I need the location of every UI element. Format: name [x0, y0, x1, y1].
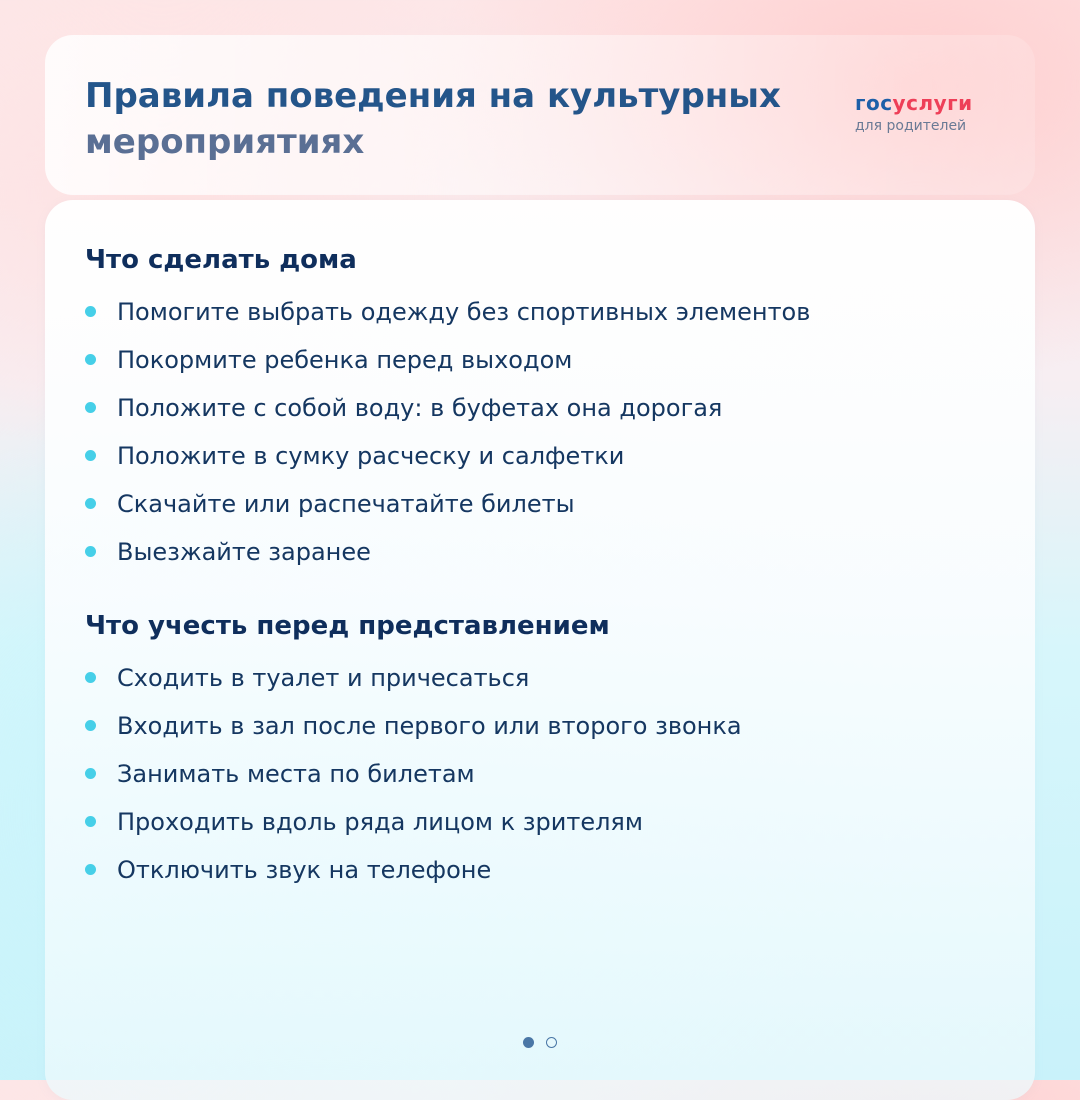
- list-item-text: Отключить звук на телефоне: [117, 856, 492, 884]
- bullet-list: [85, 654, 1005, 894]
- list-item-text: Покормите ребенка перед выходом: [117, 346, 573, 374]
- list-item: [85, 480, 1005, 528]
- bullet-dot-icon: [85, 498, 96, 509]
- list-item-text: Скачайте или распечатайте билеты: [117, 490, 575, 518]
- bullet-dot-icon: [85, 768, 96, 779]
- bullet-dot-icon: [85, 720, 96, 731]
- logo-gos-text: гос: [855, 91, 893, 115]
- list-item-text: Помогите выбрать одежду без спортивных элементов: [117, 298, 811, 326]
- list-item-text: Входить в зал после первого или второго звонка: [117, 712, 742, 740]
- header-card: [45, 35, 1035, 195]
- bullet-dot-icon: [85, 672, 96, 683]
- list-item-text: Положите с собой воду: в буфетах она дорогая: [117, 394, 723, 422]
- section-before-show: [85, 606, 1005, 894]
- page-title-line-2: мероприятиях: [85, 122, 365, 162]
- list-item-text: Положите в сумку расческу и салфетки: [117, 442, 625, 470]
- list-item-text: Выезжайте заранее: [117, 538, 371, 566]
- page-title-line-1: Правила поведения на культурных: [85, 76, 781, 116]
- pager-dot-active[interactable]: [523, 1037, 534, 1048]
- list-item: [85, 384, 1005, 432]
- gosuslugi-logo: [855, 91, 995, 135]
- bullet-dot-icon: [85, 864, 96, 875]
- bullet-dot-icon: [85, 816, 96, 827]
- bullet-list: [85, 288, 1005, 576]
- bullet-dot-icon: [85, 354, 96, 365]
- carousel-pager: [0, 1037, 1080, 1048]
- list-item: [85, 750, 1005, 798]
- list-item: [85, 798, 1005, 846]
- section-heading: Что сделать дома: [85, 245, 357, 275]
- list-item-text: Занимать места по билетам: [117, 760, 475, 788]
- bullet-dot-icon: [85, 546, 96, 557]
- section-at-home: [85, 240, 1005, 576]
- bullet-dot-icon: [85, 306, 96, 317]
- list-item: [85, 846, 1005, 894]
- list-item: [85, 702, 1005, 750]
- list-item: [85, 528, 1005, 576]
- logo-uslugi-text: услуги: [892, 91, 973, 115]
- bullet-dot-icon: [85, 450, 96, 461]
- logo-subtitle: для родителей: [855, 118, 967, 134]
- section-heading: Что учесть перед представлением: [85, 611, 610, 641]
- list-item: [85, 654, 1005, 702]
- list-item: [85, 288, 1005, 336]
- list-item: [85, 432, 1005, 480]
- list-item-text: Сходить в туалет и причесаться: [117, 664, 530, 692]
- page-title: [85, 73, 805, 165]
- content-card: [45, 200, 1035, 1100]
- pager-dot-inactive[interactable]: [546, 1037, 557, 1048]
- list-item-text: Проходить вдоль ряда лицом к зрителям: [117, 808, 643, 836]
- logo-wordmark: [855, 91, 995, 115]
- bullet-dot-icon: [85, 402, 96, 413]
- list-item: [85, 336, 1005, 384]
